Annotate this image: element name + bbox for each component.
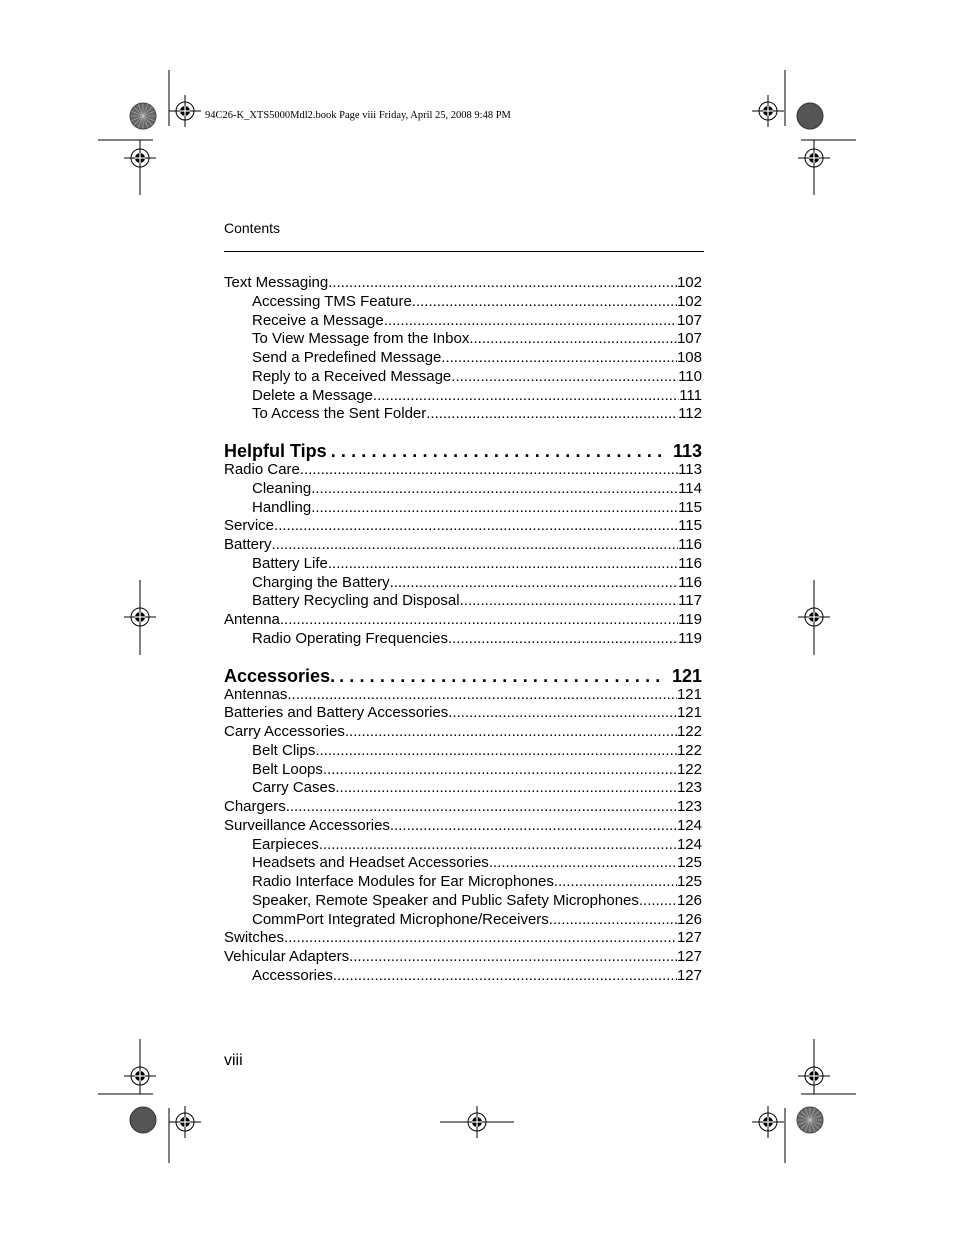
toc-section-accessories[interactable] [224, 666, 702, 686]
toc-entry-label: Headsets and Headset Accessories [252, 854, 489, 872]
toc-entry-vehicular-adapters[interactable] [224, 948, 702, 967]
toc-entry-label: Speaker, Remote Speaker and Public Safety Microphones [252, 891, 639, 909]
table-of-contents [224, 274, 702, 986]
toc-entry-label: Surveillance Accessories [224, 816, 390, 834]
dot-leader [489, 854, 677, 873]
toc-entry-page: 114 [678, 479, 702, 497]
dot-leader [315, 742, 677, 761]
book-slug-line: 94C26-K_XTS5000Mdl2.book Page viii Friday, April 25, 2008 9:48 PM [205, 110, 511, 121]
toc-entry-label: Battery Recycling and Disposal [252, 592, 460, 610]
toc-entry-label: CommPort Integrated Microphone/Receivers [252, 910, 549, 928]
toc-entry-label: To View Message from the Inbox. [252, 330, 474, 348]
toc-entry-page: 115 [678, 517, 702, 535]
toc-entry-page: 102 [676, 274, 702, 291]
dot-leader [287, 686, 677, 705]
dot-leader [335, 779, 677, 798]
dot-leader [280, 611, 678, 630]
toc-entry-label: Send a Predefined Message [252, 349, 442, 366]
toc-entry-page: 116 [678, 554, 702, 572]
dot-leader [349, 948, 677, 967]
section-spacer [224, 424, 702, 441]
dot-leader [328, 555, 678, 574]
toc-entry-page: 122 [676, 741, 702, 759]
toc-entry-label: Chargers [224, 798, 286, 815]
toc-entry-label: Antenna [224, 611, 280, 628]
dot-leader [328, 274, 677, 293]
toc-entry-accessing-tms-feature[interactable] [224, 293, 702, 312]
toc-entry-label: Handling [252, 498, 312, 516]
toc-entry-page: 126 [676, 910, 702, 928]
toc-entry-commport-integrated-microphone-receivers[interactable] [224, 911, 702, 930]
toc-entry-label: Earpieces [252, 835, 319, 853]
toc-entry-label: Accessories [252, 966, 333, 984]
toc-entry-label: Batteries and Battery Accessories [224, 704, 449, 722]
section-page: 121 [671, 665, 702, 686]
toc-entry-label: Accessing TMS Feature [252, 292, 412, 310]
dot-leader [390, 817, 677, 836]
toc-entry-label: Antennas [224, 685, 288, 703]
toc-entry-page: 124 [676, 816, 702, 834]
dot-leader [335, 666, 666, 686]
toc-entry-page: 107 [676, 330, 702, 348]
toc-entry-label: Delete a Message [252, 386, 373, 404]
toc-entry-to-view-message-from-the-inbox[interactable] [224, 330, 702, 349]
dot-leader [451, 368, 678, 387]
toc-entry-battery[interactable] [224, 536, 702, 555]
toc-entry-label: Battery [224, 536, 272, 553]
dot-leader [286, 798, 677, 817]
toc-entry-belt-loops[interactable] [224, 761, 702, 780]
dot-leader [272, 536, 679, 555]
toc-entry-page: 126 [676, 891, 702, 909]
toc-entry-send-a-predefined-message[interactable] [224, 349, 702, 368]
toc-entry-page: 107 [676, 311, 702, 329]
toc-entry-to-access-the-sent-folder[interactable] [224, 405, 702, 424]
toc-entry-carry-accessories[interactable] [224, 723, 702, 742]
toc-entry-page: 127 [676, 929, 702, 947]
toc-entry-page: 119 [678, 629, 702, 647]
dot-leader [311, 480, 678, 499]
dot-leader [345, 723, 677, 742]
running-header: Contents [224, 220, 281, 236]
toc-entry-battery-life[interactable] [224, 555, 702, 574]
dot-leader [284, 929, 677, 948]
dot-leader [327, 441, 667, 461]
dot-leader [448, 630, 678, 649]
toc-entry-page: 112 [678, 405, 702, 423]
toc-entry-page: 125 [676, 873, 702, 890]
toc-entry-battery-recycling-and-disposal[interactable] [224, 592, 702, 611]
toc-entry-carry-cases[interactable] [224, 779, 702, 798]
toc-entry-label: Radio Care [224, 461, 300, 478]
toc-entry-page: 125 [676, 854, 702, 872]
toc-entry-batteries-and-battery-accessories[interactable] [224, 704, 702, 723]
section-title: Helpful Tips [224, 441, 327, 461]
toc-entry-headsets-and-headset-accessories[interactable] [224, 854, 702, 873]
toc-entry-page: 124 [676, 835, 702, 853]
toc-entry-surveillance-accessories[interactable] [224, 817, 702, 836]
toc-entry-page: 110 [678, 367, 702, 385]
toc-entry-delete-a-message[interactable] [224, 387, 702, 406]
toc-entry-page: 127 [676, 948, 702, 965]
toc-entry-handling[interactable] [224, 499, 702, 518]
toc-entry-label: Battery Life [252, 554, 328, 572]
dot-leader [412, 293, 677, 312]
toc-entry-label: Radio Interface Modules for Ear Microphones [252, 873, 554, 890]
dot-leader [319, 836, 677, 855]
toc-entry-radio-operating-frequencies[interactable] [224, 630, 702, 649]
toc-entry-label: Switches [224, 929, 285, 947]
toc-entry-label: Reply to a Received Message [252, 367, 452, 385]
toc-entry-radio-care[interactable] [224, 461, 702, 480]
toc-entry-label: Vehicular Adapters [224, 948, 350, 965]
toc-entry-page: 121 [676, 685, 702, 703]
toc-entry-label: To Access the Sent Folder [252, 405, 427, 423]
toc-entry-page: 115 [678, 498, 702, 516]
dot-leader [300, 461, 678, 480]
toc-entry-label: Belt Loops [252, 760, 323, 778]
dot-leader [554, 873, 677, 892]
toc-entry-page: 102 [676, 292, 702, 310]
dot-leader [460, 592, 678, 611]
toc-entry-page: 111 [679, 386, 702, 404]
toc-entry-label: Radio Operating Frequencies [252, 629, 448, 647]
toc-entry-accessories[interactable] [224, 967, 702, 986]
dot-leader [390, 574, 679, 593]
dot-leader [333, 967, 677, 986]
toc-entry-antenna[interactable] [224, 611, 702, 630]
toc-entry-page: 117 [678, 592, 702, 610]
toc-entry-chargers[interactable] [224, 798, 702, 817]
dot-leader [441, 349, 677, 368]
toc-entry-page: 123 [676, 798, 702, 815]
toc-entry-earpieces[interactable] [224, 836, 702, 855]
dot-leader [426, 405, 678, 424]
toc-entry-page: 119 [678, 611, 702, 628]
section-page: 113 [672, 441, 702, 461]
toc-entry-label: Carry Cases [252, 779, 336, 797]
toc-entry-page: 122 [676, 723, 702, 740]
toc-section-helpful-tips[interactable] [224, 441, 702, 461]
toc-entry-charging-the-battery[interactable] [224, 574, 702, 593]
dot-leader [311, 499, 678, 518]
toc-entry-page: 121 [676, 704, 702, 722]
toc-entry-page: 122 [676, 760, 702, 778]
toc-entry-radio-interface-modules-for-ear-microphones[interactable] [224, 873, 702, 892]
toc-entry-page: 127 [676, 966, 702, 984]
section-spacer [224, 649, 702, 666]
dot-leader [323, 761, 677, 780]
toc-entry-label: Receive a Message [252, 311, 384, 329]
toc-entry-label: Service [224, 517, 275, 535]
header-rule [224, 251, 704, 252]
toc-entry-label: Belt Clips [252, 741, 316, 759]
toc-entry-antennas[interactable] [224, 686, 702, 705]
page-number: viii [224, 1052, 243, 1069]
toc-entry-text-messaging[interactable] [224, 274, 702, 293]
toc-entry-label: Charging the Battery [252, 573, 390, 591]
toc-entry-cleaning[interactable] [224, 480, 702, 499]
section-title: Accessories. [224, 665, 336, 686]
dot-leader [549, 911, 677, 930]
toc-entry-page: 108 [676, 349, 702, 366]
dot-leader [639, 892, 677, 911]
toc-entry-service[interactable] [224, 517, 702, 536]
toc-entry-page: 123 [676, 779, 702, 797]
toc-entry-page: 113 [678, 461, 702, 478]
toc-entry-belt-clips[interactable] [224, 742, 702, 761]
toc-entry-label: Text Messaging [224, 274, 329, 291]
toc-entry-reply-to-a-received-message[interactable] [224, 368, 702, 387]
dot-leader [384, 312, 677, 331]
toc-entry-switches[interactable] [224, 929, 702, 948]
toc-entry-page: 116 [678, 536, 702, 553]
toc-entry-receive-a-message[interactable] [224, 312, 702, 331]
toc-entry-label: Cleaning [252, 479, 312, 497]
dot-leader [373, 387, 679, 406]
toc-entry-page: 116 [678, 573, 702, 591]
toc-entry-label: Carry Accessories [224, 723, 345, 740]
toc-entry-speaker-remote-speaker-and-public-safety-microphones[interactable] [224, 892, 702, 911]
dot-leader [474, 330, 677, 349]
dot-leader [274, 517, 678, 536]
dot-leader [448, 704, 677, 723]
